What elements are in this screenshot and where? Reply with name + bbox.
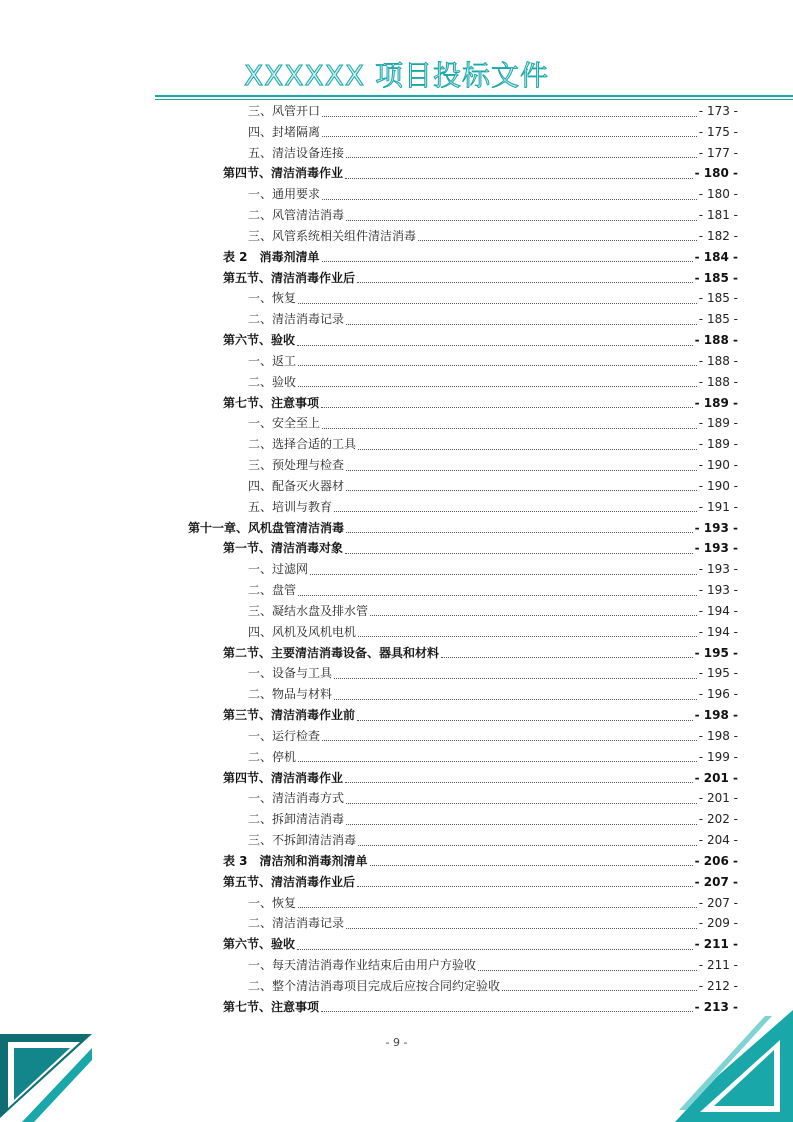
toc-entry-page: - 202 -	[698, 812, 738, 827]
toc-entry-page: - 189 -	[698, 416, 738, 431]
toc-entry-title: 四、封堵隔离	[248, 124, 321, 139]
toc-entry-title: 二、选择合适的工具	[248, 437, 357, 452]
toc-entry-title: 表 2 消毒剂清单	[223, 249, 320, 264]
toc-entry-page: - 193 -	[694, 541, 738, 556]
toc-entry-title: 一、过滤网	[248, 562, 309, 577]
toc-entry-title: 表 3 清洁剂和消毒剂清单	[223, 853, 368, 868]
page-number: - 9 -	[385, 1036, 408, 1049]
corner-stripes-bottom-right	[660, 1010, 793, 1122]
toc-entry-page: - 211 -	[698, 958, 738, 973]
toc-entry-title: 二、停机	[248, 749, 297, 764]
toc-entry-page: - 194 -	[698, 603, 738, 618]
toc-entry-page: - 185 -	[698, 291, 738, 306]
toc-entry-title: 第三节、清洁消毒作业前	[223, 708, 356, 723]
toc-entry-title: 一、恢复	[248, 895, 297, 910]
toc-entry-title: 三、风管系统相关组件清洁消毒	[248, 228, 417, 243]
toc-entry-title: 二、验收	[248, 374, 297, 389]
toc-entry-page: - 207 -	[694, 874, 738, 889]
toc-entry-title: 第七节、注意事项	[223, 395, 320, 410]
toc-entry-title: 一、设备与工具	[248, 666, 333, 681]
toc-entry-page: - 209 -	[698, 916, 738, 931]
toc-entry-page: - 204 -	[698, 833, 738, 848]
toc-entry-title: 四、风机及风机电机	[248, 624, 357, 639]
toc-entry-page: - 184 -	[694, 249, 738, 264]
toc-entry-page: - 189 -	[698, 437, 738, 452]
toc-entry-page: - 213 -	[694, 999, 738, 1014]
toc-entry-title: 一、恢复	[248, 291, 297, 306]
toc-entry-page: - 212 -	[698, 978, 738, 993]
toc-entry-title: 第五节、清洁消毒作业后	[223, 270, 356, 285]
toc-entry-page: - 191 -	[698, 499, 738, 514]
toc-entry-page: - 195 -	[698, 666, 738, 681]
toc-entry-title: 一、每天清洁消毒作业结束后由用户方验收	[248, 958, 477, 973]
toc-entry-title: 五、培训与教育	[248, 499, 333, 514]
toc-entry-page: - 180 -	[698, 187, 738, 202]
toc-entry-page: - 198 -	[698, 728, 738, 743]
corner-stripes-bottom-left	[0, 1034, 92, 1122]
toc-entry-page: - 189 -	[694, 395, 738, 410]
toc-entry-title: 三、预处理与检查	[248, 458, 345, 473]
toc-entry-page: - 195 -	[694, 645, 738, 660]
document-title: XXXXXX 项目投标文件	[244, 59, 549, 92]
toc-entry-title: 五、清洁设备连接	[248, 145, 345, 160]
toc-entry-page: - 211 -	[694, 937, 738, 952]
toc-entry-page: - 207 -	[698, 895, 738, 910]
toc-entry-page: - 177 -	[698, 145, 738, 160]
toc-entry-title: 三、不拆卸清洁消毒	[248, 833, 357, 848]
toc-entry-page: - 188 -	[694, 333, 738, 348]
toc-entry-title: 第六节、验收	[223, 333, 296, 348]
toc-entry-title: 第十一章、风机盘管清洁消毒	[188, 520, 345, 535]
toc-entry-page: - 190 -	[698, 478, 738, 493]
toc-entry-page: - 193 -	[698, 583, 738, 598]
toc-entry-page: - 182 -	[698, 228, 738, 243]
toc-entry-title: 四、配备灭火器材	[248, 478, 345, 493]
toc-entry-title: 二、物品与材料	[248, 687, 333, 702]
toc-entry-page: - 185 -	[694, 270, 738, 285]
toc-entry-page: - 173 -	[698, 104, 738, 118]
toc-entry-page: - 198 -	[694, 708, 738, 723]
toc-entry-title: 第七节、注意事项	[223, 999, 320, 1014]
toc-entry-page: - 188 -	[698, 353, 738, 368]
toc-entry-title: 第六节、验收	[223, 937, 296, 952]
toc-entry-title: 第二节、主要清洁消毒设备、器具和材料	[223, 645, 440, 660]
toc-entry-title: 二、风管清洁消毒	[248, 208, 345, 223]
toc-entry-page: - 193 -	[698, 562, 738, 577]
toc-entry-title: 二、盘管	[248, 583, 297, 598]
toc-entry-title: 二、整个清洁消毒项目完成后应按合同约定验收	[248, 978, 501, 993]
toc-entry-title: 三、凝结水盘及排水管	[248, 603, 369, 618]
toc-entry-page: - 185 -	[698, 312, 738, 327]
toc-entry-page: - 180 -	[694, 166, 738, 181]
toc-entry-page: - 190 -	[698, 458, 738, 473]
toc-entry-page: - 194 -	[698, 624, 738, 639]
toc-entry-title: 一、清洁消毒方式	[248, 791, 345, 806]
toc-entry-title: 二、清洁消毒记录	[248, 312, 345, 327]
toc-entry-title: 一、返工	[248, 353, 297, 368]
toc-entry-title: 二、拆卸清洁消毒	[248, 812, 345, 827]
toc-entry-title: 第四节、清洁消毒作业	[223, 770, 344, 785]
toc-entry-page: - 206 -	[694, 853, 738, 868]
toc-entry-title: 二、清洁消毒记录	[248, 916, 345, 931]
toc-entry-page: - 199 -	[698, 749, 738, 764]
toc-entry-page: - 196 -	[698, 687, 738, 702]
toc-entry-page: - 175 -	[698, 124, 738, 139]
toc-entry-page: - 193 -	[694, 520, 738, 535]
toc-entry-title: 三、风管开口	[248, 104, 321, 118]
toc-entry-page: - 201 -	[694, 770, 738, 785]
toc-entry-title: 第四节、清洁消毒作业	[223, 166, 344, 181]
toc-entry-page: - 181 -	[698, 208, 738, 223]
toc-entry-title: 一、通用要求	[248, 187, 321, 202]
toc-entry-page: - 201 -	[698, 791, 738, 806]
toc-entry-title: 一、安全至上	[248, 416, 321, 431]
toc-entry-title: 第一节、清洁消毒对象	[223, 541, 344, 556]
toc-entry-title: 一、运行检查	[248, 728, 321, 743]
toc-entry-page: - 188 -	[698, 374, 738, 389]
toc-entry-title: 第五节、清洁消毒作业后	[223, 874, 356, 889]
